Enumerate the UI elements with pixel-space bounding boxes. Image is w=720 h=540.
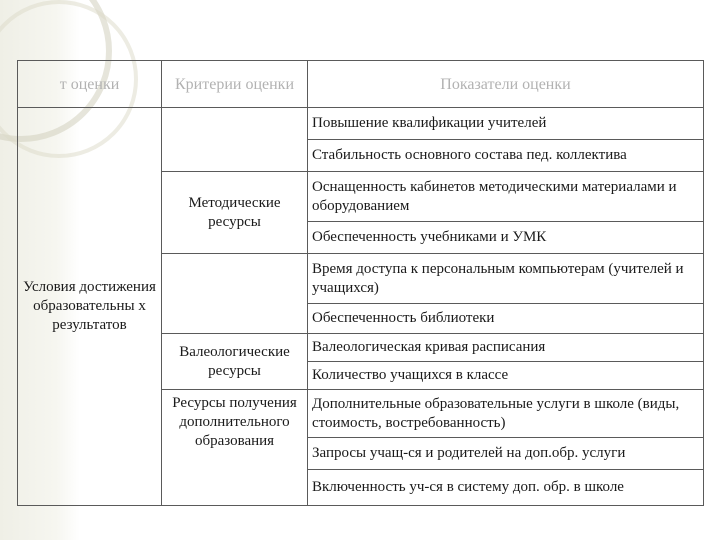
indicator-cell: Запросы учащ-ся и родителей на доп.обр. услуги	[308, 438, 704, 470]
table-row	[18, 108, 704, 140]
criterion-cell: Ресурсы получения дополнительного образования	[162, 390, 308, 506]
indicator-cell: Количество учащихся в классе	[308, 362, 704, 390]
object-cell: Условия достижения образовательны х результатов	[18, 108, 162, 506]
criterion-cell-empty	[162, 108, 308, 172]
criterion-cell-empty	[162, 254, 308, 334]
indicator-cell: Обеспеченность библиотеки	[308, 304, 704, 334]
indicator-cell: Валеологическая кривая расписания	[308, 334, 704, 362]
header-criteria: Критерии оценки	[162, 61, 308, 108]
header-indicators: Показатели оценки	[308, 61, 704, 108]
criterion-cell: Валеологические ресурсы	[162, 334, 308, 390]
indicator-cell: Повышение квалификации учителей	[308, 108, 704, 140]
indicator-cell: Обеспеченность учебниками и УМК	[308, 222, 704, 254]
indicator-cell: Время доступа к персональным компьютерам (учителей и учащихся)	[308, 254, 704, 304]
criterion-cell: Методические ресурсы	[162, 172, 308, 254]
indicator-cell: Включенность уч-ся в систему доп. обр. в школе	[308, 470, 704, 506]
evaluation-table	[17, 60, 704, 506]
table-header-row	[18, 61, 704, 108]
indicator-cell: Дополнительные образовательные услуги в школе (виды, стоимость, востребованность)	[308, 390, 704, 438]
indicator-cell: Оснащенность кабинетов методическими материалами и оборудованием	[308, 172, 704, 222]
header-object: т оценки	[18, 61, 162, 108]
indicator-cell: Стабильность основного состава пед. коллектива	[308, 140, 704, 172]
